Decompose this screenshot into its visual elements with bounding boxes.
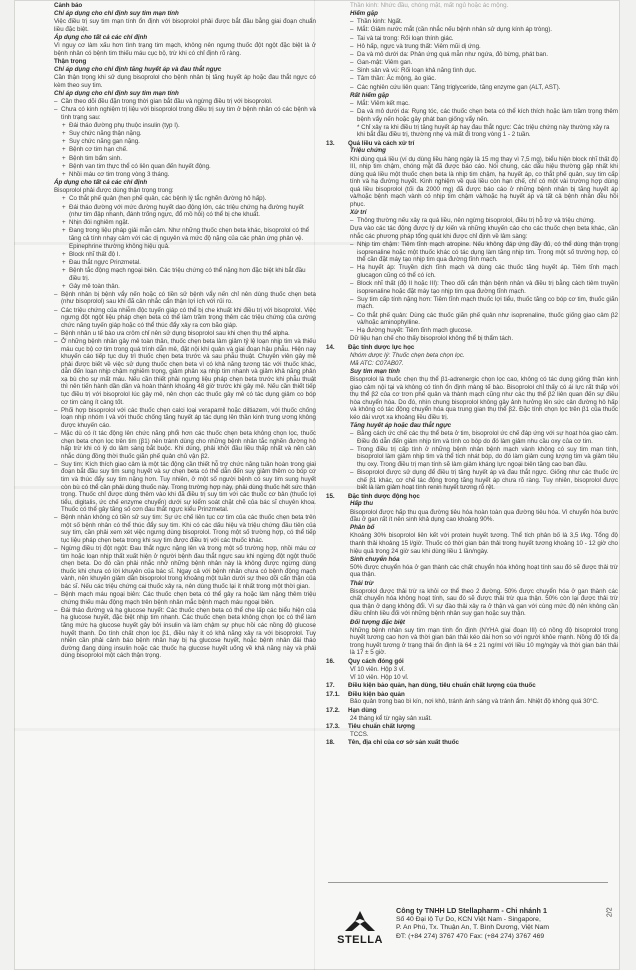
right-paragraph: Bảo quản trong bao bì kín, nơi khô, tránh ánh sáng và tránh ẩm. Nhiệt độ không quá 30°C. <box>350 698 599 706</box>
section-number: 17.3. <box>326 723 340 731</box>
left-paragraph: + Suy chức năng gan nặng. <box>54 138 316 146</box>
company-phone-fax: ĐT: (+84 274) 3767 470 Fax: (+84 274) 3767 469 <box>396 932 545 940</box>
right-paragraph: Đối tượng đặc biệt <box>350 618 405 626</box>
right-text-column <box>326 2 618 814</box>
section-heading <box>326 658 618 666</box>
section-heading <box>326 691 618 699</box>
right-paragraph: Dựa vào các tác động được lý dự kiến và những khuyến cáo cho các thuốc chẹn beta khác, cần nhắc các phương pháp tổng quát khi được chỉ định về lâm sàng: <box>350 225 618 240</box>
right-paragraph: – Sinh sản và vú: Rối loạn khả năng tình dục. <box>350 67 618 75</box>
section-title: Đặc tính dược lực học <box>348 344 415 352</box>
left-paragraph: – Suy tim: Kích thích giao cảm là một tác động cần thiết hỗ trợ chức năng tuần hoàn trong giai đoạn bắt đầu suy tim sung huyết và sự chẹn beta có thể dẫn đến suy giảm thêm co bóp cơ tim và thúc đẩy suy tim nặng hơn. Tuy nhiên, ở một số người bệnh có suy tim sung huyết còn bù có thể cần phải dùng thuốc này. Trong trường hợp này, phải dùng thuốc hết sức thận trọng. Thuốc chỉ được dùng thêm vào khi đã điều trị suy tim với các thuốc cơ bản (thuốc lợi tiểu, digitalis, ức chế enzyme chuyển) dưới sự kiểm soát chặt chẽ của bác sĩ chuyên khoa. Thuốc có thể gây tăng số cơn đau thắt ngực kiểu Prinzmetal. <box>54 461 316 514</box>
section-title: Điều kiện bảo quản, hạn dùng, tiêu chuẩn chất lượng của thuốc <box>348 682 536 690</box>
left-paragraph: + Block nhĩ thất độ I. <box>54 251 316 259</box>
leaflet-page <box>14 0 620 970</box>
left-paragraph: – Ở những bệnh nhân gây mê toàn thân, thuốc chẹn beta làm giảm tỷ lệ loạn nhịp tim và thiếu máu cục bộ cơ tim trong quá trình dẫn mê, đặt nội khí quản và giai đoạn hậu phẫu. Hiện nay khuyến cáo tiếp tục duy trì thuốc chẹn beta trước và sau phẫu thuật. Chuyên viên gây mê phải được biết về việc sử dụng thuốc chẹn beta vì có khả năng tương tác với thuốc khác, dẫn đến loạn nhịp chậm nghiêm trọng, giảm phản xạ nhịp tim nhanh và giảm khả năng phản xạ bù cho sự mất máu. Nếu cần thiết phải ngưng liệu pháp chẹn beta trước khi phẫu thuật thì nên tiến hành dần dần và hoàn thành khoảng 48 giờ trước khi gây mê. Nếu cần thiết tiếp tục điều trị với bisoprolol lúc gây mê, nên chọn các thuốc gây mê có tác dụng giảm co bóp cơ tim càng ít càng tốt. <box>54 338 316 406</box>
right-paragraph: – Hô hấp, ngực và trung thất: Viêm mũi dị ứng. <box>350 43 618 51</box>
page-number: 2/2 <box>606 907 614 918</box>
left-paragraph: + Đái tháo đường với mức đường huyết dao động lớn, các triệu chứng hạ đường huyết (như tim đập nhanh, đánh trống ngực, đổ mồ hôi) có thể bị che khuất. <box>54 204 316 219</box>
section-number: 17.2. <box>326 707 340 714</box>
left-paragraph: + Bệnh tắc động mạch ngoại biên. Các triệu chứng có thể nặng hơn đặc biệt khi bắt đầu điều trị. <box>54 267 316 282</box>
left-paragraph: Việc điều trị suy tim mạn tính ổn định với bisoprolol phải được bắt đầu bằng giai đoạn chuẩn liều đặc biệt. <box>54 18 316 33</box>
left-paragraph: – Cần theo dõi đều đặn trong thời gian bắt đầu và ngừng điều trị với bisoprolol. <box>54 98 316 106</box>
right-paragraph: – Co thắt phế quản: Dùng các thuốc giãn phế quản như isoprenaline, thuốc giống giao cảm β2 và/hoặc aminophylline. <box>350 312 618 327</box>
left-paragraph: – Chưa có kinh nghiệm trị liệu với bisoprolol trong điều trị suy tim ở bệnh nhân có các bệnh và tình trạng sau: <box>54 106 316 121</box>
right-paragraph: – Hạ huyết áp: Truyền dịch tĩnh mạch và dùng các thuốc tăng huyết áp. Tiêm tĩnh mạch glucagon cũng có thể có ích. <box>350 264 618 279</box>
left-paragraph: – Phối hợp bisoprolol với các thuốc chẹn calci loại verapamil hoặc diltiazem, với thuốc chống loạn nhịp nhóm I và với thuốc chống tăng huyết áp tác dụng lên thần kinh trung ương không được khuyến cáo. <box>54 407 316 430</box>
left-paragraph: – Ngừng điều trị đột ngột: Đau thắt ngực nặng lên và trong một số trường hợp, nhồi máu cơ tim hoặc loạn nhịp thất xuất hiện ở người bệnh đau thắt ngực sau khi ngừng đột ngột thuốc chẹn beta. Do đó cần phải nhắc nhở những bệnh nhân này là không được ngừng dùng thuốc khi chưa có lời khuyên của bác sĩ. Ngay cả với bệnh nhân chưa có bệnh động mạch vành, nên khuyên giảm dần bisoprolol trong khoảng một tuần dưới sự theo dõi cẩn thận của bác sĩ. Nếu các triệu chứng cai thuốc xảy ra, nên dùng thuốc lại ít nhất trong một thời gian. <box>54 545 316 590</box>
section-heading <box>326 344 618 352</box>
section-number: 15. <box>326 492 335 500</box>
section-heading <box>326 682 618 690</box>
section-title: Quy cách đóng gói <box>348 658 404 666</box>
right-paragraph: – Suy tim cấp tính nặng hơn: Tiêm tĩnh mạch thuốc lợi tiểu, thuốc tăng co bóp cơ tim, thuốc giãn mạch. <box>350 296 618 311</box>
left-paragraph: – Mặc dù có ít tác động lên chức năng phổi hơn các thuốc chẹn beta không chọn lọc, thuốc chẹn beta chọn lọc trên tim (β1) nên tránh dùng cho những bệnh nhân tắc nghẽn đường hô hấp trừ khi có lý do lâm sàng bắt buộc. Khi dùng, phải khởi đầu liều thấp nhất và nên cân nhắc dùng đồng thời thuốc giãn phế quản chủ vận β2. <box>54 430 316 460</box>
right-paragraph: – Nhịp tim chậm: Tiêm tĩnh mạch atropine. Nếu không đáp ứng đầy đủ, có thể dùng thận trọng isoprenaline hoặc một thuốc khác có tác dụng làm tăng nhịp tim. Trong một số trường hợp, có thể cần đặt máy tạo nhịp tim qua đường tĩnh mạch. <box>350 241 618 264</box>
left-paragraph: – Bệnh nhân u tế bào ưa crôm chỉ nên sử dụng bisoprolol sau khi chẹn thụ thể alpha. <box>54 330 316 338</box>
right-paragraph: – Các nghiên cứu liên quan: Tăng triglyceride, tăng enzyme gan (ALT, AST). <box>350 84 618 92</box>
divider <box>328 882 608 883</box>
logo-text: STELLA <box>337 934 383 946</box>
section-number: 17. <box>326 682 335 690</box>
right-paragraph: – Tai và tai trong: Rối loạn thính giác. <box>350 35 618 43</box>
section-heading <box>326 723 618 731</box>
right-paragraph: – Mắt: Giảm nước mắt (cần nhắc nếu bệnh nhân sử dụng kính áp tròng). <box>350 26 618 34</box>
right-paragraph: Những bệnh nhân suy tim mạn tính ổn định (NYHA giai đoạn III) có nồng độ bisoprolol trong huyết tương cao hơn và thời gian bán thải kéo dài hơn so với người khỏe mạnh. Nồng độ tối đa trong huyết tương ở trạng thái ổn định là 64 ± 21 ng/ml với liều 10 mg/ngày và thời gian bán thải là 17 ± 5 giờ. <box>350 626 618 657</box>
left-text-column <box>54 2 316 952</box>
left-paragraph: + Co thắt phế quản (hen phế quản, các bệnh lý tắc nghẽn đường hô hấp). <box>54 195 316 203</box>
section-title: Tên, địa chỉ của cơ sở sản xuất thuốc <box>348 739 459 747</box>
section-number: 13. <box>326 139 335 147</box>
right-paragraph: – Hạ đường huyết: Tiêm tĩnh mạch glucose. <box>350 327 618 335</box>
right-paragraph: – Mắt: Viêm kết mạc. <box>350 100 618 108</box>
left-paragraph: + Đau thắt ngực Prinzmetal. <box>54 259 316 267</box>
left-paragraph: Áp dụng cho tất cả các chỉ định <box>54 34 148 42</box>
right-paragraph: – Da và mô dưới da: Rụng tóc, các thuốc chẹn beta có thể kích thích hoặc làm trầm trọng thêm bệnh vẩy nến hoặc gây phát ban giống vẩy nến. <box>350 108 618 123</box>
right-paragraph: – Thần kinh: Ngất. <box>350 18 618 26</box>
right-paragraph: Bisoprolol là thuốc chẹn thụ thể β1-adrenergic chọn lọc cao, không có tác dụng giống thần kinh giao cảm nội tại và không có tính ổn định màng tế bào. Bisoprolol chỉ thấy có ái lực rất thấp với thụ thể β2 của cơ trơn phế quản và thành mạch cũng như các thụ thể β2 liên quan đến sự điều hòa chuyển hóa. Do đó, nhìn chung bisoprolol không gây ảnh hưởng lên sức cản đường hô hấp và không có tác động chuyển hóa qua trung gian thụ thể β2. Đặc tính chọn lọc trên β1 của thuốc kéo dài vượt xa khoảng liều điều trị. <box>350 376 618 421</box>
right-paragraph: Rất hiếm gặp <box>350 91 389 99</box>
section-title: Hạn dùng <box>348 707 377 714</box>
left-paragraph: – Bệnh nhân không có tiền sử suy tim: Sự ức chế liên tục cơ tim của các thuốc chẹn beta trên một số bệnh nhân có thể thúc đẩy suy tim. Khi có các dấu hiệu và triệu chứng đầu tiên của suy tim, cần phải xem xét việc ngưng dùng bisoprolol. Trong một số trường hợp, có thể tiếp tục liệu pháp chẹn beta trong khi suy tim được điều trị với các thuốc khác. <box>54 514 316 544</box>
section-number: 18. <box>326 739 335 747</box>
right-paragraph: Hiếm gặp <box>350 10 378 18</box>
left-paragraph: + Gây mê toàn thân. <box>54 283 316 291</box>
left-paragraph: + Suy chức năng thận nặng. <box>54 130 316 138</box>
left-paragraph: + Bệnh tim bẩm sinh. <box>54 155 316 163</box>
section-number: 16. <box>326 658 335 666</box>
right-paragraph: Thải trừ <box>350 579 374 587</box>
right-paragraph: Nhóm dược lý: Thuốc chẹn beta chọn lọc. <box>350 351 465 359</box>
left-paragraph: Chỉ áp dụng cho chỉ định suy tim mạn tính <box>54 10 179 18</box>
company-address-line-2: P. An Phú, Tx. Thuận An, T. Bình Dương, Việt Nam <box>396 924 550 932</box>
right-paragraph: Hấp thu <box>350 500 374 508</box>
left-paragraph: + Nhịn đói nghiêm ngặt. <box>54 219 316 227</box>
left-paragraph: Cảnh báo <box>54 2 83 9</box>
right-paragraph: Bisoprolol được thải trừ ra khỏi cơ thể theo 2 đường. 50% được chuyển hóa ở gan thành các chất chuyển hóa không hoạt tính, sau đó sẽ được thải trừ qua thận. 50% còn lại được thải trừ qua thận ở dạng không đổi. Vì sự đào thải xảy ra ở thận và gan với cùng mức độ nên không cần điều chỉnh liều đối với những bệnh nhân suy gan hoặc suy thận. <box>350 587 618 618</box>
left-paragraph: Bisoprolol phải được dùng thận trọng trong: <box>54 187 174 195</box>
right-paragraph: Xử trí <box>350 209 367 217</box>
stella-logo-icon <box>343 910 377 932</box>
company-name: Công ty TNHH LD Stellapharm - Chi nhánh 1 <box>396 906 547 915</box>
left-paragraph: Chỉ áp dụng cho chỉ định suy tim mạn tính <box>54 89 179 97</box>
right-paragraph: * Chỉ xảy ra khi điều trị tăng huyết áp hay đau thắt ngực: Các triệu chứng này thường xảy ra khi bắt đầu điều trị, thường nhẹ và mất đi trong vòng 1 - 2 tuần. <box>357 123 610 139</box>
right-paragraph: Khi dùng quá liều (ví dụ dùng liều hàng ngày là 15 mg thay vì 7,5 mg), biểu hiện block nhĩ thất độ III, nhịp tim chậm, chóng mặt đã được báo cáo. Nói chung, các dấu hiệu thường gặp nhất khi dùng quá liều một thuốc chẹn beta là nhịp tim chậm, hạ huyết áp, co thắt phế quản, suy tim cấp tính và hạ đường huyết. Kinh nghiệm về quá liều còn hạn chế, chỉ có một vài trường hợp dùng quá liều bisoprolol (tối đa 2000 mg) đã được báo cáo ở những bệnh nhân bị tăng huyết áp và/hoặc bệnh mạch vành có nhịp tim chậm và/hoặc hạ huyết áp và tất cả bệnh nhân đều hồi phục. <box>350 155 618 208</box>
left-paragraph: + Bệnh cơ tim hạn chế. <box>54 146 316 154</box>
right-paragraph: Tăng huyết áp hoặc đau thắt ngực <box>350 422 452 430</box>
left-paragraph: Thận trọng <box>54 57 87 65</box>
right-paragraph: Thần kinh: Nhức đầu, chóng mặt, mất ngủ hoặc ác mộng. <box>350 2 509 9</box>
left-paragraph: + Đang trong liệu pháp giải mẫn cảm. Như những thuốc chẹn beta khác, bisoprolol có thể tăng cả tính nhạy cảm với các dị nguyên và mức độ nặng của các phản ứng phản vệ. Epinephrine thường không hiệu quả. <box>54 227 316 250</box>
section-heading <box>326 140 618 148</box>
right-paragraph: Vỉ 10 viên. Hộp 3 vỉ. <box>350 665 406 673</box>
stella-logo <box>336 910 384 947</box>
section-heading <box>326 707 618 715</box>
section-heading <box>326 493 618 501</box>
right-paragraph: Bisoprolol được hấp thu qua đường tiêu hóa hoàn toàn qua đường tiêu hóa. Vì chuyển hóa bước đầu ở gan rất ít nên sinh khả dụng cao khoảng 90%. <box>350 508 618 524</box>
right-paragraph: 24 tháng kể từ ngày sản xuất. <box>350 714 432 722</box>
left-paragraph: Áp dụng cho tất cả các chỉ định <box>54 179 148 187</box>
right-paragraph: – Gan-mật: Viêm gan. <box>350 59 618 67</box>
right-paragraph: Vỉ 10 viên. Hộp 10 vỉ. <box>350 673 409 681</box>
left-paragraph: – Bệnh nhân bị bệnh vẩy nến hoặc có tiền sử bệnh vẩy nến chỉ nên dùng thuốc chẹn beta (như bisoprolol) sau khi đã cân nhắc cẩn thận lợi ích với rủi ro. <box>54 291 316 306</box>
left-paragraph: + Nhồi máu cơ tim trong vòng 3 tháng. <box>54 171 316 179</box>
left-paragraph: – Bệnh mạch máu ngoại biên: Các thuốc chẹn beta có thể gây ra hoặc làm nặng thêm triệu chứng thiếu máu động mạch trên bệnh nhân mắc bệnh mạch máu ngoại biên. <box>54 591 316 606</box>
left-paragraph: – Các triệu chứng của nhiễm độc tuyến giáp có thể bị che khuất khi điều trị với bisoprolol. Việc ngưng đột ngột liệu pháp chẹn beta có thể làm trầm trọng thêm các triệu chứng của cường chức năng tuyến giáp hoặc có thể thúc đẩy xảy ra cơn bão giáp. <box>54 307 316 330</box>
right-paragraph: Phân bố <box>350 524 375 532</box>
right-paragraph: TCCS. <box>350 730 369 738</box>
left-paragraph: Chỉ áp dụng cho chỉ định tăng huyết áp và đau thắt ngực <box>54 66 222 74</box>
section-title: Điều kiện bảo quản <box>348 690 405 698</box>
right-paragraph: – Thông thường nếu xảy ra quá liều, nên ngừng bisoprolol, điều trị hỗ trợ và triệu chứng. <box>350 217 618 225</box>
right-paragraph: Suy tim mạn tính <box>350 367 400 375</box>
company-address-line-1: Số 40 Đại lộ Tự Do, KCN Việt Nam - Singapore, <box>396 916 541 923</box>
left-paragraph: + Bệnh van tim thực thể có liên quan đến huyết động. <box>54 163 316 171</box>
section-heading <box>326 739 618 747</box>
right-paragraph: Sinh chuyển hóa <box>350 555 400 563</box>
section-title: Đặc tính dược động học <box>348 492 420 500</box>
manufacturer-block <box>320 880 618 968</box>
right-paragraph: Triệu chứng <box>350 147 386 155</box>
right-paragraph: – Bisoprolol được sử dụng để điều trị tăng huyết áp và đau thắt ngực. Giống như các thuốc ức chế β1 khác, cơ chế tác động trong tăng huyết áp chưa rõ ràng. Tuy nhiên, bisoprolol được biết là làm giảm hoạt tính renin huyết tương rõ rệt. <box>350 469 618 492</box>
right-paragraph: 50% được chuyển hóa ở gan thành các chất chuyển hóa không hoạt tính sau đó sẽ được thải trừ qua thận. <box>350 563 618 579</box>
right-paragraph: – Trong điều trị cấp tính ở những bệnh nhân bệnh mạch vành không có suy tim mạn tính, bisoprolol làm giảm nhịp tim và thể tích nhát bóp, do đó làm giảm cung lượng tim và giảm tiêu thụ oxy. Trong điều trị mạn tính sẽ làm giảm kháng lực ngoại biên tăng cao ban đầu. <box>350 446 618 469</box>
right-paragraph: – Da và mô dưới da: Phản ứng quá mẫn như ngứa, đỏ bừng, phát ban. <box>350 51 618 59</box>
right-paragraph: – Tâm thần: Ác mộng, ảo giác. <box>350 75 618 83</box>
right-paragraph: – Block nhĩ thất (độ II hoặc III): Theo dõi cẩn thận bệnh nhân và điều trị bằng cách tiêm truyền isoprenaline hoặc đặt máy tạo nhịp tim qua đường tĩnh mạch. <box>350 280 618 295</box>
left-paragraph: – Đái tháo đường và hạ glucose huyết: Các thuốc chẹn beta có thể che lấp các biểu hiện của hạ glucose huyết, đặc biệt nhịp tim nhanh. Các thuốc chẹn beta không chọn lọc có thể làm tăng mức hạ glucose huyết gây bởi insulin và làm chậm sự phục hồi các nồng độ glucose huyết thanh. Do tính chất chọn lọc β1, điều này ít có khả năng xảy ra với bisoprolol. Tuy nhiên cần phải cảnh báo bệnh nhân hay bị hạ glucose huyết, hoặc bệnh nhân đái tháo đường đang dùng insulin hoặc các thuốc hạ glucose huyết uống về khả năng này và phải dùng bisoprolol một cách thận trọng. <box>54 607 316 660</box>
section-title: Tiêu chuẩn chất lượng <box>348 723 415 731</box>
left-paragraph: + Đái tháo đường phụ thuộc insulin (typ I). <box>54 122 316 130</box>
right-paragraph: – Bằng cách ức chế các thụ thể beta ở tim, bisoprolol ức chế đáp ứng với sự hoạt hóa giao cảm. Điều đó dẫn đến giảm nhịp tim và tính co bóp do đó làm giảm nhu cầu oxy của cơ tim. <box>350 430 618 445</box>
section-number: 14. <box>326 344 335 352</box>
right-paragraph: Dữ liệu hạn chế cho thấy bisoprolol không thể bị thẩm tách. <box>350 335 514 343</box>
right-paragraph: Khoảng 30% bisoprolol liên kết với protein huyết tương. Thể tích phân bố là 3,5 l/kg. Tổng độ thanh thải khoảng 15 l/giờ. Thuốc có thời gian bán thải trong huyết tương khoảng 10 - 12 giờ cho hiệu quả trong 24 giờ sau khi dùng liều 1 lần/ngày. <box>350 532 618 555</box>
section-number: 17.1. <box>326 690 340 698</box>
right-paragraph: Mã ATC: C07AB07. <box>350 359 404 367</box>
left-paragraph: Cần thận trọng khi sử dụng bisoprolol cho bệnh nhân bị tăng huyết áp hoặc đau thắt ngực có kèm theo suy tim. <box>54 74 316 89</box>
section-title: Quá liều và cách xử trí <box>348 139 415 147</box>
company-info <box>396 906 606 941</box>
left-paragraph: Vì nguy cơ làm xấu hơn tình trạng tim mạch, không nên ngưng thuốc đột ngột đặc biệt là ở bệnh nhân có bệnh tim thiếu máu cục bộ, trừ khi có chỉ định rõ ràng. <box>54 42 316 57</box>
